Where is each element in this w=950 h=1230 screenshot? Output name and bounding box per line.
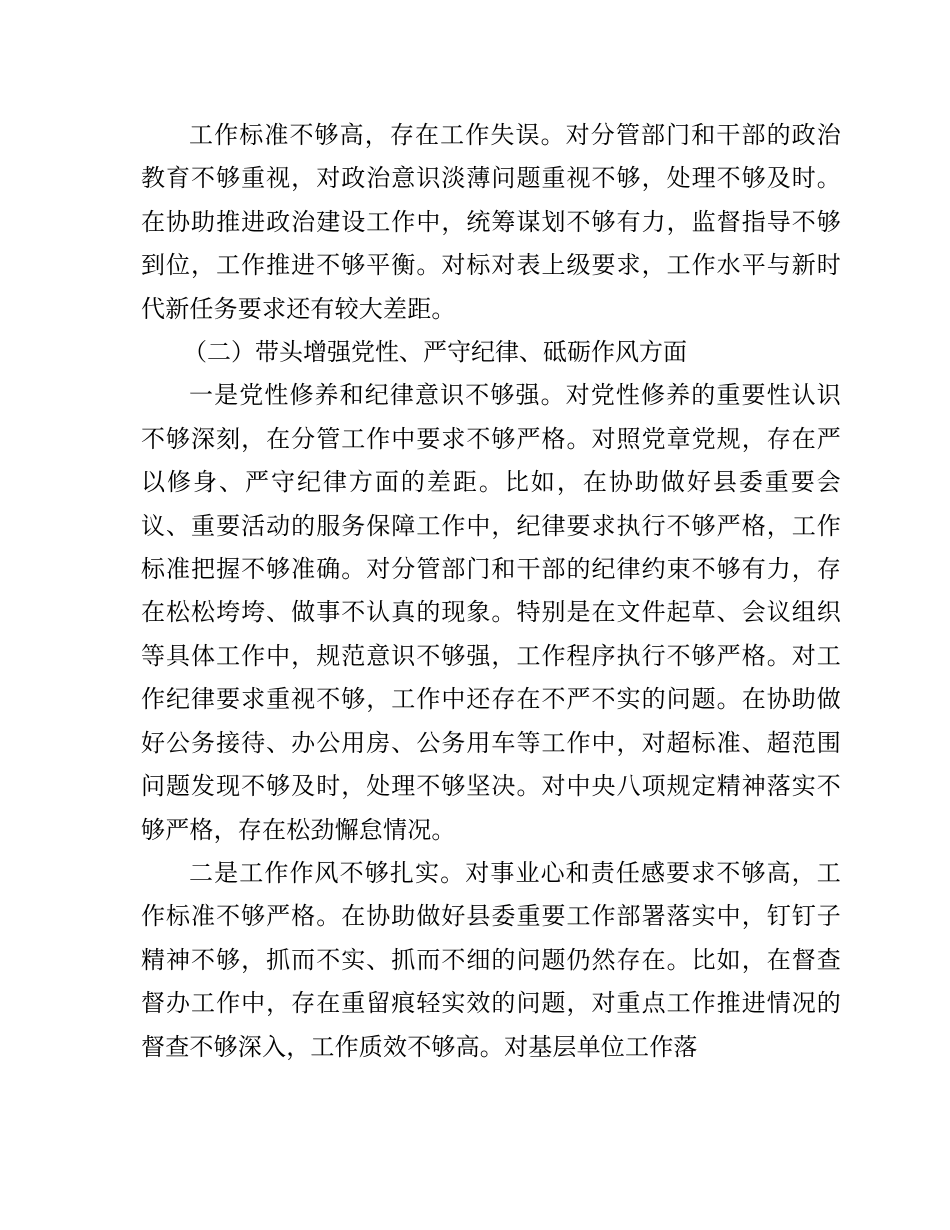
paragraph-work-style: 二是工作作风不够扎实。对事业心和责任感要求不够高，工作标准不够严格。在协助做好县委重要工作部署落实中，钉钉子精神不够，抓而不实、抓而不细的问题仍然存在。比如，在督查督办工作中，存在重留痕轻实效的问题，对重点工作推进情况的督查不够深入，工作质效不够高。对基层单位工作落 — [141, 858, 841, 1061]
paragraph-party-discipline: 一是党性修养和纪律意识不够强。对党性修养的重要性认识不够深刻，在分管工作中要求不够严格。对照党章党规，存在严以修身、严守纪律方面的差距。比如，在协助做好县委重要会议、重要活动的服务保障工作中，纪律要求执行不够严格，工作标准把握不够准确。对分管部门和干部的纪律约束不够有力，存在松松垮垮、做事不认真的现象。特别是在文件起草、会议组织等具体工作中，规范意识不够强，工作程序执行不够严格。对工作纪律要求重视不够，工作中还存在不严不实的问题。在协助做好公务接待、办公用房、公务用车等工作中，对超标准、超范围问题发现不够及时，处理不够坚决。对中央八项规定精神落实不够严格，存在松劲懈怠情况。 — [141, 381, 841, 844]
document-body — [141, 114, 841, 1069]
paragraph-continuation: 工作标准不够高，存在工作失误。对分管部门和干部的政治教育不够重视，对政治意识淡薄问题重视不够，处理不够及时。在协助推进政治建设工作中，统筹谋划不够有力，监督指导不够到位，工作推进不够平衡。对标对表上级要求，工作水平与新时代新任务要求还有较大差距。 — [141, 121, 841, 323]
section-heading: （二）带头增强党性、严守纪律、砥砺作风方面 — [183, 338, 687, 367]
